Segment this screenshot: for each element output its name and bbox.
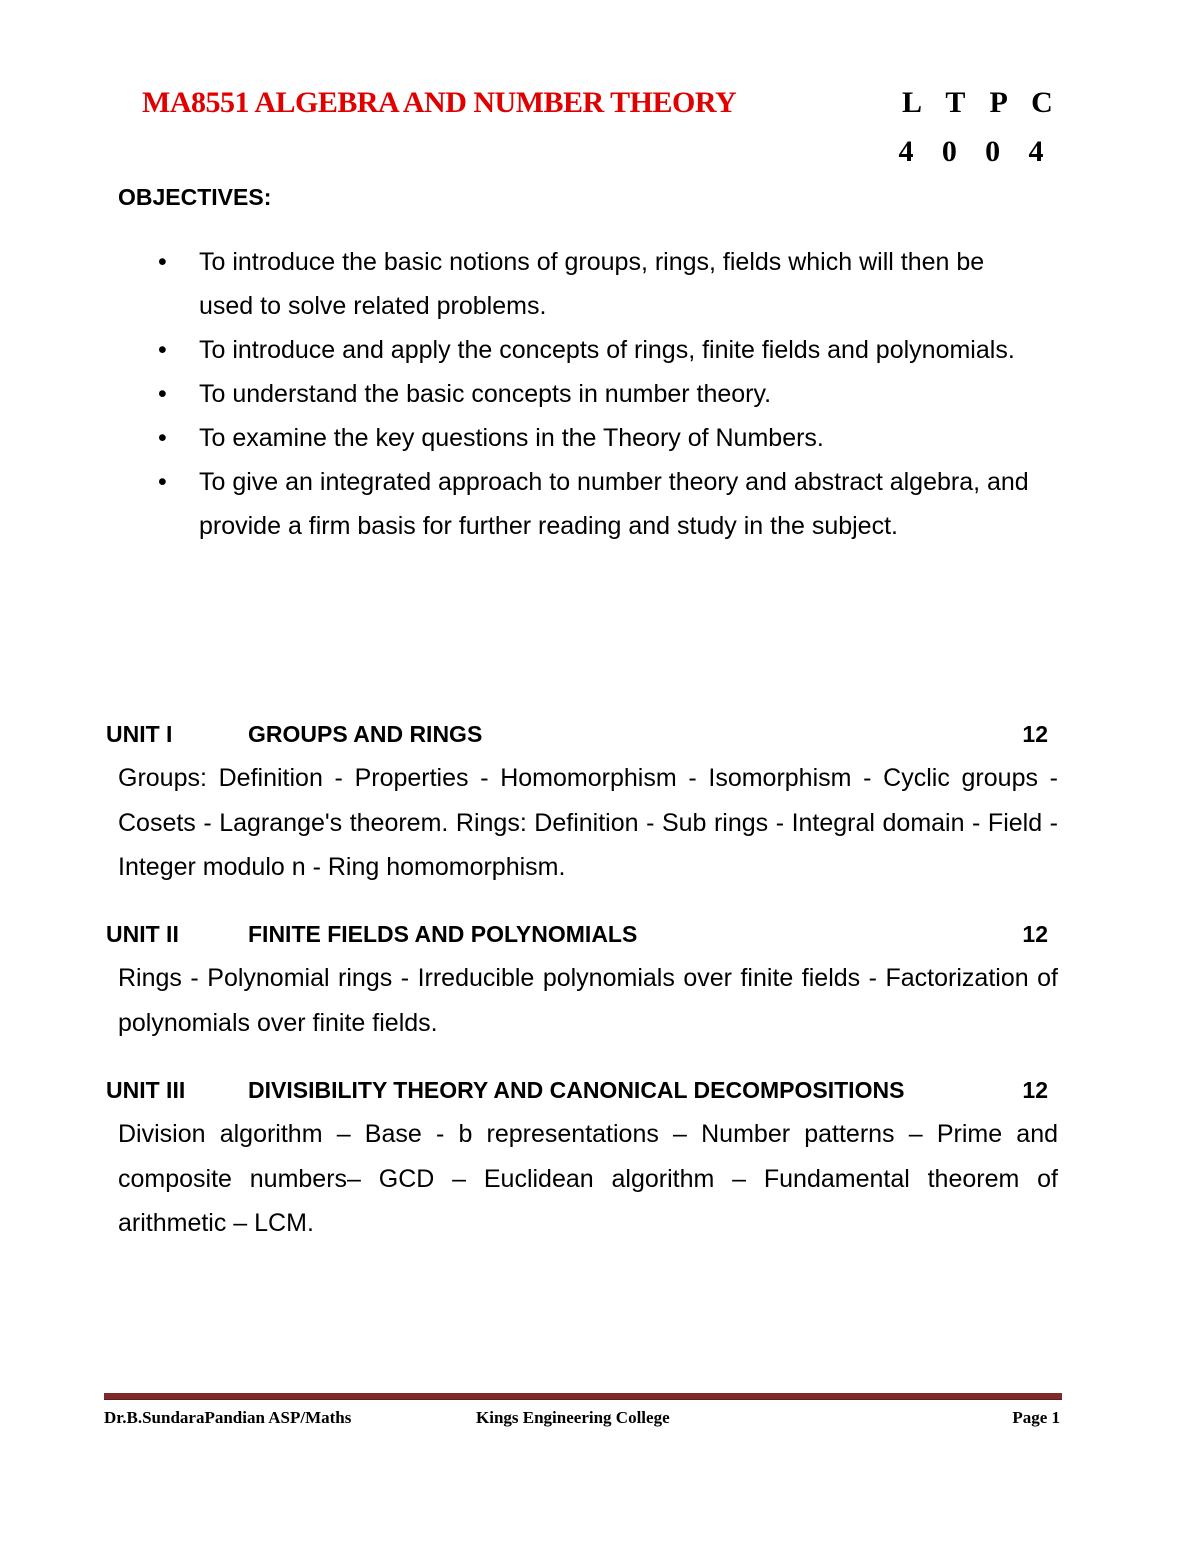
objective-item xyxy=(158,416,1038,460)
footer-college: Kings Engineering College xyxy=(476,1408,670,1427)
unit-heading xyxy=(106,1068,1058,1112)
bullet-icon: • xyxy=(158,248,167,276)
objectives-list xyxy=(158,240,1038,548)
objective-text: To examine the key questions in the Theory of Numbers. xyxy=(199,424,824,452)
objective-text: To introduce the basic notions of groups, rings, fields which will then be used to solve related problems. xyxy=(199,248,985,320)
footer-page-number: Page 1 xyxy=(1012,1408,1060,1427)
objective-item xyxy=(158,460,1038,548)
unit-section-1 xyxy=(106,712,1058,890)
objective-text: To understand the basic concepts in number theory. xyxy=(199,380,772,408)
unit-label: UNIT III xyxy=(106,1077,186,1103)
ltpc-letter-t: T xyxy=(945,86,966,119)
unit-heading xyxy=(106,912,1058,956)
unit-heading xyxy=(106,712,1058,756)
course-title: MA8551 ALGEBRA AND NUMBER THEORY xyxy=(142,86,737,119)
bullet-icon: • xyxy=(158,336,167,364)
bullet-icon: • xyxy=(158,468,167,496)
objective-item xyxy=(158,240,1038,328)
ltpc-value-c: 4 xyxy=(1028,135,1044,168)
unit-content: Rings - Polynomial rings - Irreducible polynomials over finite fields - Factorization of polynomials over finite fields. xyxy=(118,964,1058,1037)
unit-section-2 xyxy=(106,912,1058,1045)
unit-content: Groups: Definition - Properties - Homomorphism - Isomorphism - Cyclic groups - Cosets - Lagrange's theorem. Rings: Definition - Sub rings - Integral domain - Field - Integer modulo n - Ring homomorphism. xyxy=(118,764,1058,881)
unit-section-3 xyxy=(106,1068,1058,1246)
footer-author: Dr.B.SundaraPandian ASP/Maths xyxy=(104,1408,352,1427)
ltpc-letter-l: L xyxy=(901,86,922,119)
ltpc-value-p: 0 xyxy=(985,135,1001,168)
unit-title: DIVISIBILITY THEORY AND CANONICAL DECOMPOSITIONS xyxy=(248,1077,905,1103)
footer-divider xyxy=(104,1393,1062,1400)
objectives-heading: OBJECTIVES: xyxy=(118,184,272,210)
unit-title: FINITE FIELDS AND POLYNOMIALS xyxy=(248,921,638,947)
unit-title: GROUPS AND RINGS xyxy=(248,721,483,747)
unit-label: UNIT II xyxy=(106,921,179,947)
ltpc-value-l: 4 xyxy=(898,135,914,168)
ltpc-letter-c: C xyxy=(1031,86,1053,119)
unit-hours: 12 xyxy=(1022,721,1048,747)
page-footer xyxy=(104,1408,1060,1432)
objective-item xyxy=(158,372,1038,416)
bullet-icon: • xyxy=(158,424,167,452)
unit-content: Division algorithm – Base - b representations – Number patterns – Prime and composite numbers– GCD – Euclidean algorithm – Fundamental theorem of arithmetic – LCM. xyxy=(118,1120,1058,1237)
bullet-icon: • xyxy=(158,380,167,408)
objective-text: To give an integrated approach to number theory and abstract algebra, and provide a firm basis for further reading and study in the subject. xyxy=(199,468,1029,540)
unit-hours: 12 xyxy=(1022,921,1048,947)
unit-label: UNIT I xyxy=(106,721,173,747)
ltpc-letters xyxy=(892,86,1062,120)
ltpc-letter-p: P xyxy=(989,86,1008,119)
objective-text: To introduce and apply the concepts of rings, finite fields and polynomials. xyxy=(199,336,1015,364)
objective-item xyxy=(158,328,1038,372)
ltpc-value-t: 0 xyxy=(941,135,957,168)
ltpc-values xyxy=(886,135,1056,169)
unit-hours: 12 xyxy=(1022,1077,1048,1103)
